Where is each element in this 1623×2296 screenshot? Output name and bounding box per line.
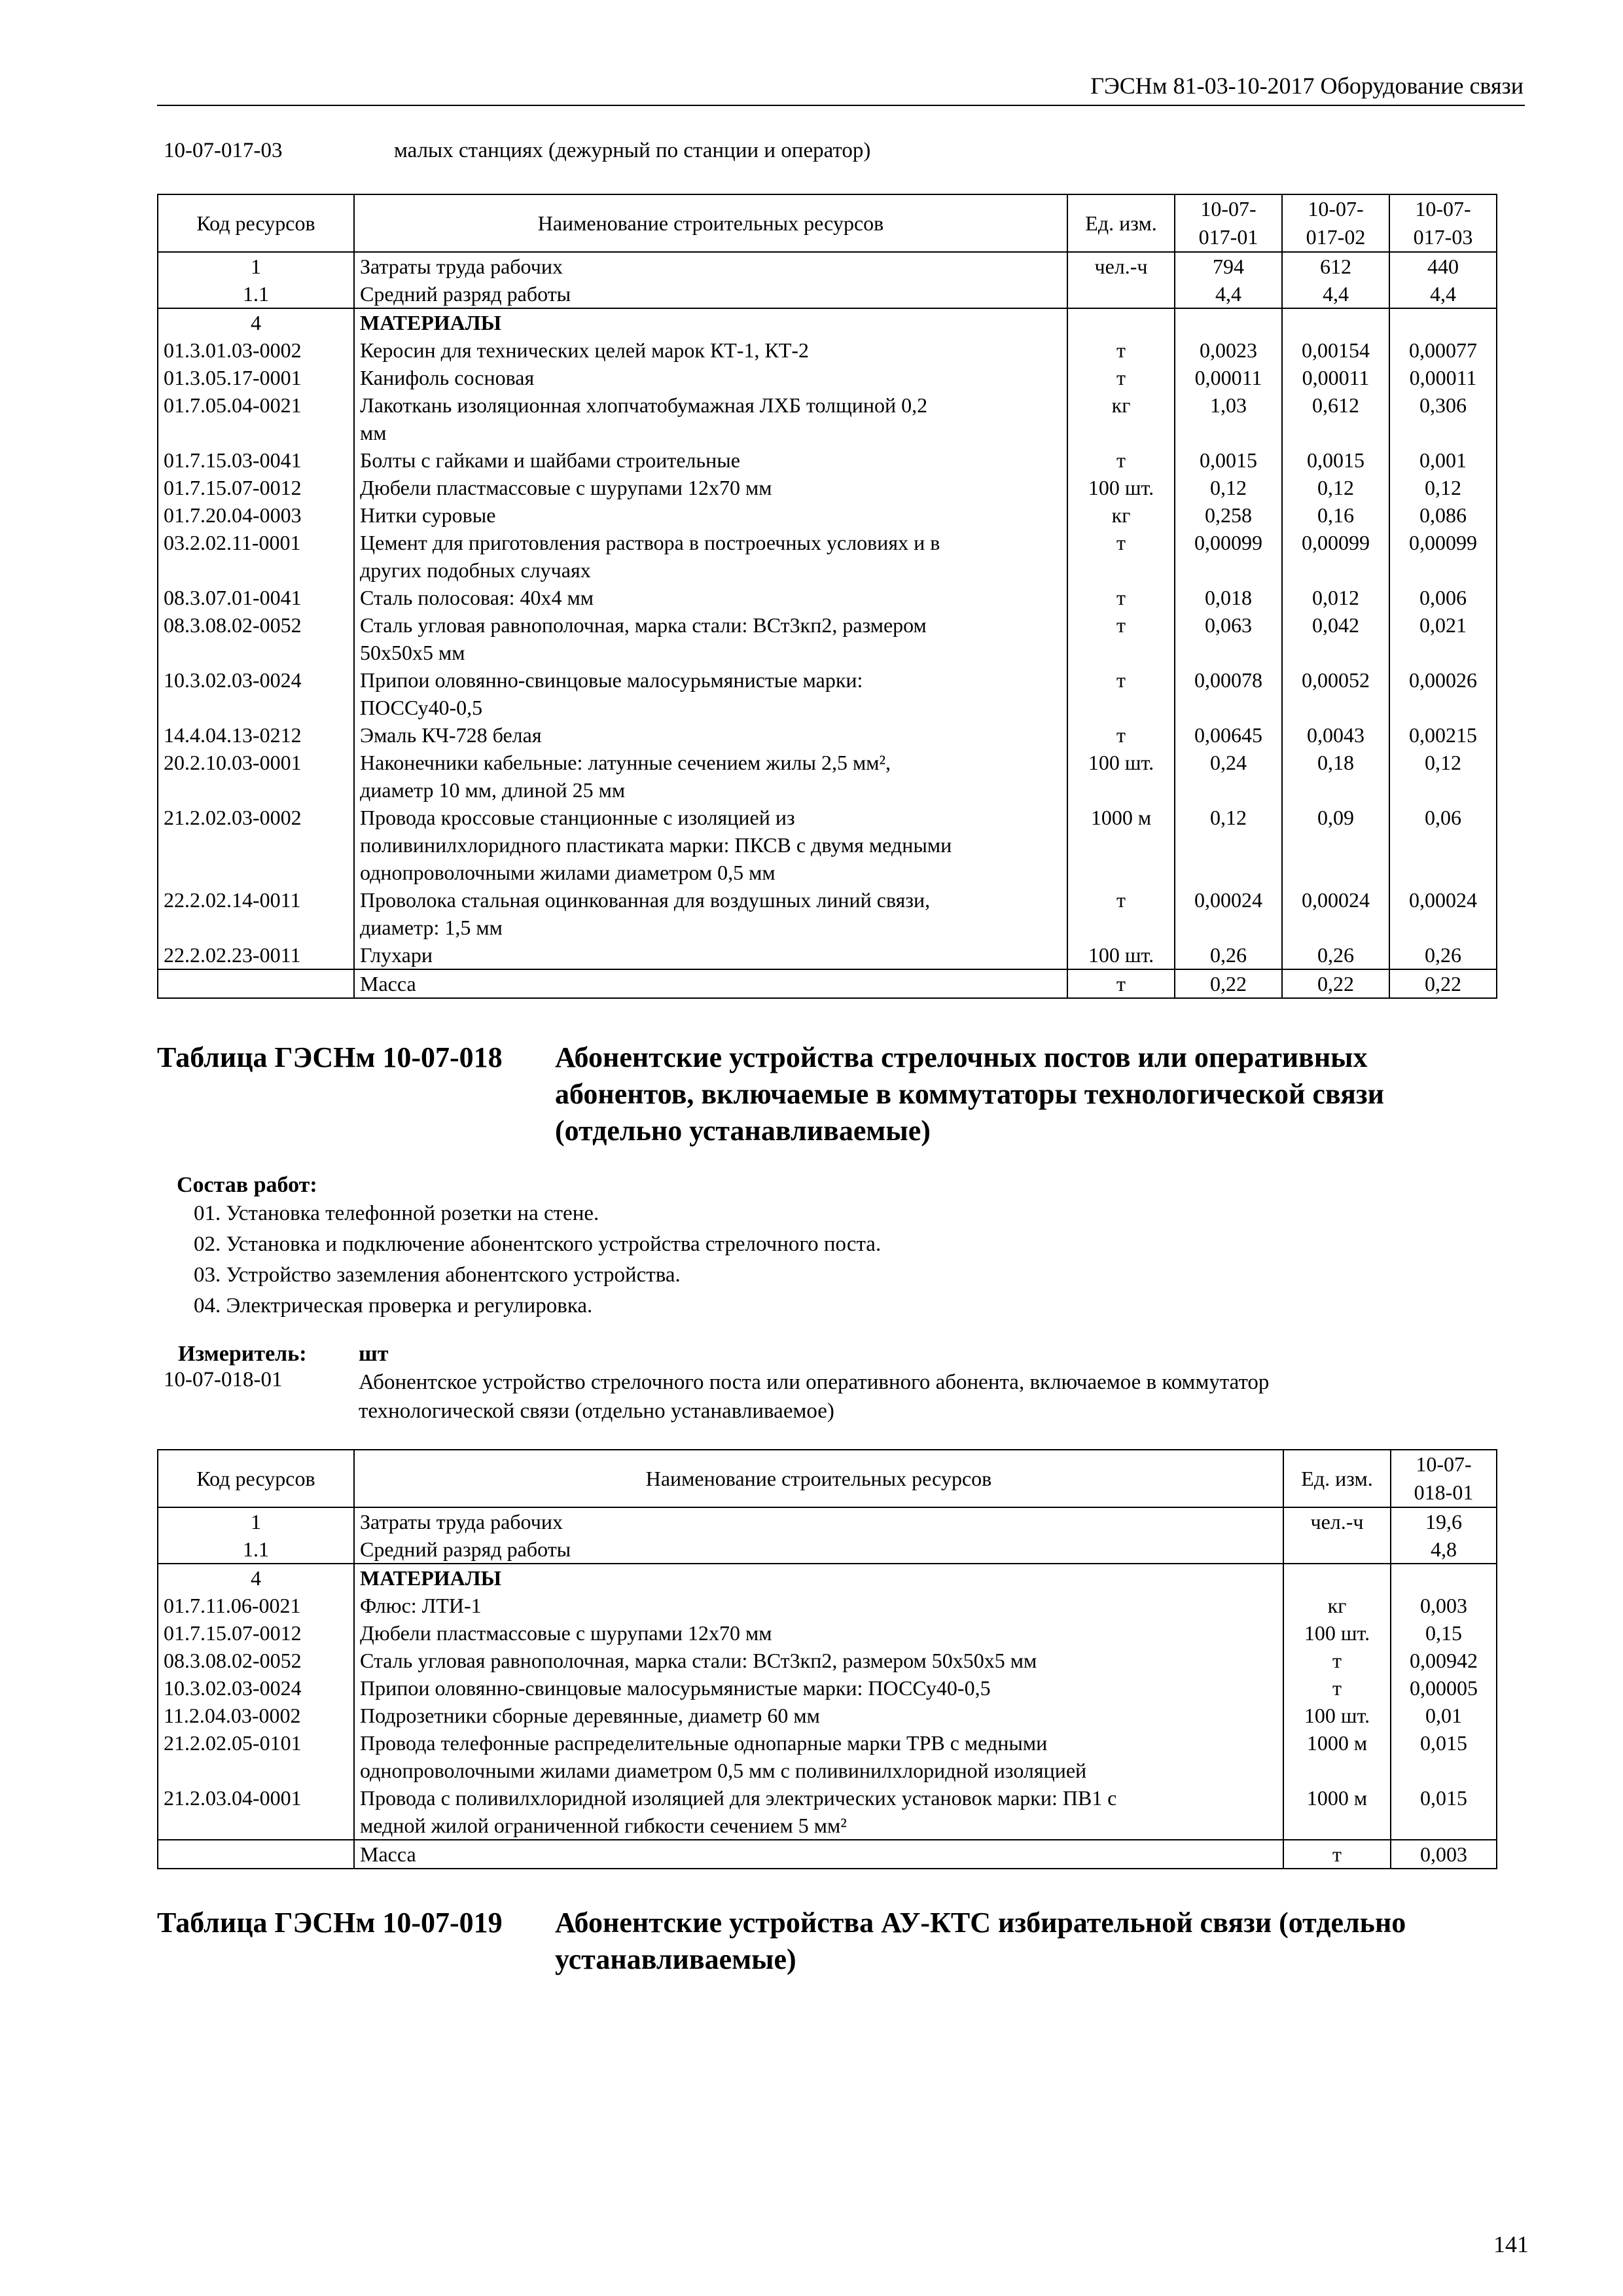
resource-value: 0,086 (1389, 501, 1497, 529)
resource-name: Средний разряд работы (354, 280, 1067, 308)
mass-unit: т (1283, 1840, 1391, 1869)
table-header-row (158, 1450, 1497, 1507)
resource-value: 0,003 (1391, 1592, 1497, 1619)
mass-value: 0,22 (1282, 969, 1389, 998)
resource-name: Припои оловянно-свинцовые малосурьмянистые марки: ПОССу40-0,5 (354, 1674, 1283, 1702)
resource-code: 03.2.02.11-0001 (158, 529, 354, 584)
resource-unit (1283, 1535, 1391, 1564)
resource-name: Провода телефонные распределительные однопарные марки ТРВ с медными однопроволочными жилами диаметром 0,5 мм с поливинилхлоридной изоляцией (354, 1729, 1283, 1784)
resource-value: 0,00052 (1282, 666, 1389, 721)
mass-value: 0,22 (1389, 969, 1497, 998)
resource-value: 0,612 (1282, 391, 1389, 446)
resource-value: 0,12 (1282, 474, 1389, 501)
col-header-017-02: 10-07- 017-02 (1282, 194, 1389, 252)
resource-unit: т (1067, 529, 1175, 584)
resource-unit (1283, 1564, 1391, 1592)
resource-code: 21.2.02.05-0101 (158, 1729, 354, 1784)
table-018-prefix: Таблица ГЭСНм 10-07-018 (157, 1041, 503, 1073)
col-header-017-03: 10-07- 017-03 (1389, 194, 1497, 252)
resource-unit: 100 шт. (1283, 1619, 1391, 1647)
prev-code-text: малых станциях (дежурный по станции и оператор) (394, 139, 871, 162)
resource-value: 0,018 (1175, 584, 1282, 611)
table-019-prefix: Таблица ГЭСНм 10-07-019 (157, 1907, 503, 1939)
resource-value: 0,12 (1175, 804, 1282, 886)
meter-description: Абонентское устройство стрелочного поста или оперативного абонента, включаемое в коммутатор технологической связи (отдельно устанавливаемое) (359, 1371, 1270, 1423)
table-row (158, 1702, 1497, 1729)
col-header-018-01: 10-07- 018-01 (1391, 1450, 1497, 1507)
resource-value (1175, 308, 1282, 336)
mass-code (158, 969, 354, 998)
resource-code: 4 (158, 308, 354, 336)
resource-unit: т (1067, 721, 1175, 749)
table-row (158, 391, 1497, 446)
resources-table-017 (157, 194, 1497, 999)
table-header-row (158, 194, 1497, 252)
meter-label: Измеритель: (178, 1342, 307, 1366)
table-row (158, 1647, 1497, 1674)
resource-code: 14.4.04.13-0212 (158, 721, 354, 749)
resource-value: 0,01 (1391, 1702, 1497, 1729)
resource-code: 11.2.04.03-0002 (158, 1702, 354, 1729)
resource-value: 0,00942 (1391, 1647, 1497, 1674)
resource-name: Эмаль КЧ-728 белая (354, 721, 1067, 749)
resource-code: 1 (158, 1507, 354, 1535)
mass-row (158, 1840, 1497, 1869)
resource-value: 0,00024 (1389, 886, 1497, 941)
resource-value: 0,00154 (1282, 336, 1389, 364)
resource-value: 0,001 (1389, 446, 1497, 474)
resource-code: 21.2.02.03-0002 (158, 804, 354, 886)
resource-name: Болты с гайками и шайбами строительные (354, 446, 1067, 474)
table-row (158, 1535, 1497, 1564)
col-header-unit: Ед. изм. (1067, 194, 1175, 252)
table-row (158, 941, 1497, 969)
resource-value: 4,4 (1175, 280, 1282, 308)
resource-name: Дюбели пластмассовые с шурупами 12х70 мм (354, 474, 1067, 501)
resource-unit (1067, 308, 1175, 336)
resource-code: 22.2.02.23-0011 (158, 941, 354, 969)
resource-value: 1,03 (1175, 391, 1282, 446)
resource-unit: 1000 м (1283, 1784, 1391, 1840)
resource-code: 1.1 (158, 280, 354, 308)
resource-value: 0,12 (1175, 474, 1282, 501)
mass-label: Масса (354, 969, 1067, 998)
resource-value: 0,00077 (1389, 336, 1497, 364)
resource-unit: кг (1067, 501, 1175, 529)
resource-value: 0,306 (1389, 391, 1497, 446)
resource-code: 01.7.05.04-0021 (158, 391, 354, 446)
col-header-unit: Ед. изм. (1283, 1450, 1391, 1507)
resource-unit: 100 шт. (1067, 749, 1175, 804)
table-row (158, 804, 1497, 886)
table-row (158, 1592, 1497, 1619)
resource-name: Флюс: ЛТИ-1 (354, 1592, 1283, 1619)
resource-value: 0,00011 (1282, 364, 1389, 391)
resource-value (1282, 308, 1389, 336)
resource-value: 0,18 (1282, 749, 1389, 804)
table-row (158, 1729, 1497, 1784)
resource-name: Керосин для технических целей марок КТ-1, КТ-2 (354, 336, 1067, 364)
resource-name: Лакоткань изоляционная хлопчатобумажная ЛХБ толщиной 0,2 мм (354, 391, 1067, 446)
resource-name: Наконечники кабельные: латунные сечением жилы 2,5 мм², диаметр 10 мм, длиной 25 мм (354, 749, 1067, 804)
work-composition-label: Состав работ: (177, 1173, 317, 1197)
resources-table-018 (157, 1449, 1497, 1869)
resource-value: 0,015 (1391, 1729, 1497, 1784)
col-header-code: Код ресурсов (158, 1450, 354, 1507)
resource-code: 01.7.20.04-0003 (158, 501, 354, 529)
col-header-name: Наименование строительных ресурсов (354, 194, 1067, 252)
resource-name: Канифоль сосновая (354, 364, 1067, 391)
col-header-code: Код ресурсов (158, 194, 354, 252)
resource-code: 21.2.03.04-0001 (158, 1784, 354, 1840)
resource-value: 0,06 (1389, 804, 1497, 886)
resource-value: 0,0015 (1175, 446, 1282, 474)
resource-unit: кг (1283, 1592, 1391, 1619)
resource-value: 0,00099 (1389, 529, 1497, 584)
table-row (158, 529, 1497, 584)
resource-name: Сталь угловая равнополочная, марка стали: ВСт3кп2, размером 50х50х5 мм (354, 1647, 1283, 1674)
resource-name: Припои оловянно-свинцовые малосурьмянистые марки: ПОССу40-0,5 (354, 666, 1067, 721)
table-row (158, 501, 1497, 529)
table-row (158, 1784, 1497, 1840)
table-row (158, 474, 1497, 501)
col-header-name: Наименование строительных ресурсов (354, 1450, 1283, 1507)
resource-value: 0,26 (1389, 941, 1497, 969)
work-item: 03. Устройство заземления абонентского устройства. (194, 1263, 681, 1287)
table-row (158, 611, 1497, 666)
resource-name: Провода кроссовые станционные с изоляцией из поливинилхлоридного пластиката марки: ПКСВ с двумя медными однопроволочными жилами диаметром 0,5 мм (354, 804, 1067, 886)
resource-value: 0,00024 (1282, 886, 1389, 941)
resource-value: 0,00026 (1389, 666, 1497, 721)
resource-unit: 1000 м (1283, 1729, 1391, 1784)
resource-value: 0,00024 (1175, 886, 1282, 941)
resource-value: 0,00011 (1389, 364, 1497, 391)
page-number: 141 (1493, 2231, 1529, 2257)
table-row (158, 886, 1497, 941)
resource-value: 0,26 (1282, 941, 1389, 969)
table-row (158, 584, 1497, 611)
resource-code: 10.3.02.03-0024 (158, 1674, 354, 1702)
work-item: 01. Установка телефонной розетки на стене. (194, 1202, 599, 1225)
mass-value: 0,22 (1175, 969, 1282, 998)
resource-unit: т (1067, 336, 1175, 364)
resource-unit: 1000 м (1067, 804, 1175, 886)
resource-value: 4,4 (1389, 280, 1497, 308)
resource-name: МАТЕРИАЛЫ (354, 308, 1067, 336)
page-header-title: ГЭСНм 81-03-10-2017 Оборудование связи (1090, 73, 1524, 99)
table-row (158, 721, 1497, 749)
resource-unit (1067, 280, 1175, 308)
resource-value: 0,15 (1391, 1619, 1497, 1647)
resource-value: 794 (1175, 252, 1282, 280)
resource-name: Сталь полосовая: 40х4 мм (354, 584, 1067, 611)
table-018-title: Абонентские устройства стрелочных постов или оперативных абонентов, включаемые в коммутаторы технологической связи (отдельно устанавливаемые) (555, 1041, 1384, 1147)
table-row (158, 280, 1497, 308)
resource-value: 0,258 (1175, 501, 1282, 529)
resource-code: 08.3.08.02-0052 (158, 1647, 354, 1674)
table-row (158, 446, 1497, 474)
table-row (158, 364, 1497, 391)
table-row (158, 308, 1497, 336)
resource-unit: 100 шт. (1067, 941, 1175, 969)
resource-unit: т (1067, 611, 1175, 666)
resource-code: 4 (158, 1564, 354, 1592)
resource-code: 1.1 (158, 1535, 354, 1564)
mass-code (158, 1840, 354, 1869)
resource-name: Нитки суровые (354, 501, 1067, 529)
resource-value: 0,0015 (1282, 446, 1389, 474)
resource-name: МАТЕРИАЛЫ (354, 1564, 1283, 1592)
table-row (158, 1564, 1497, 1592)
table-row (158, 666, 1497, 721)
resource-value: 0,042 (1282, 611, 1389, 666)
resource-code: 01.7.15.07-0012 (158, 474, 354, 501)
table-row (158, 1674, 1497, 1702)
resource-unit: т (1067, 584, 1175, 611)
resource-value: 0,00645 (1175, 721, 1282, 749)
resource-name: Подрозетники сборные деревянные, диаметр 60 мм (354, 1702, 1283, 1729)
resource-unit: т (1067, 364, 1175, 391)
mass-unit: т (1067, 969, 1175, 998)
resource-value: 0,063 (1175, 611, 1282, 666)
resource-code: 01.7.15.03-0041 (158, 446, 354, 474)
resource-value: 0,021 (1389, 611, 1497, 666)
resource-value: 0,00005 (1391, 1674, 1497, 1702)
resource-value: 0,09 (1282, 804, 1389, 886)
resource-name: Глухари (354, 941, 1067, 969)
header-divider (157, 105, 1525, 106)
work-item: 04. Электрическая проверка и регулировка. (194, 1294, 593, 1318)
resource-code: 01.7.15.07-0012 (158, 1619, 354, 1647)
resource-code: 20.2.10.03-0001 (158, 749, 354, 804)
resource-name: Цемент для приготовления раствора в построечных условиях и в других подобных случаях (354, 529, 1067, 584)
resource-unit: т (1067, 666, 1175, 721)
resource-value: 4,4 (1282, 280, 1389, 308)
resource-value: 0,00099 (1282, 529, 1389, 584)
resource-unit: кг (1067, 391, 1175, 446)
resource-code: 08.3.08.02-0052 (158, 611, 354, 666)
meter-code: 10-07-018-01 (164, 1368, 283, 1391)
resource-value (1391, 1564, 1497, 1592)
resource-value: 440 (1389, 252, 1497, 280)
resource-unit: т (1283, 1647, 1391, 1674)
resource-code: 01.3.01.03-0002 (158, 336, 354, 364)
work-item: 02. Установка и подключение абонентского устройства стрелочного поста. (194, 1232, 882, 1256)
resource-unit: т (1067, 446, 1175, 474)
table-row (158, 1507, 1497, 1535)
resource-name: Средний разряд работы (354, 1535, 1283, 1564)
resource-value: 612 (1282, 252, 1389, 280)
col-header-017-01: 10-07- 017-01 (1175, 194, 1282, 252)
resource-value: 0,00215 (1389, 721, 1497, 749)
table-row (158, 1619, 1497, 1647)
resource-code: 01.3.05.17-0001 (158, 364, 354, 391)
resource-value: 0,006 (1389, 584, 1497, 611)
table-019-title: Абонентские устройства АУ-КТС избирательной связи (отдельно устанавливаемые) (555, 1907, 1406, 1975)
mass-label: Масса (354, 1840, 1283, 1869)
resource-code: 08.3.07.01-0041 (158, 584, 354, 611)
table-row (158, 252, 1497, 280)
resource-value: 0,0023 (1175, 336, 1282, 364)
resource-value: 0,24 (1175, 749, 1282, 804)
prev-code: 10-07-017-03 (164, 139, 283, 162)
resource-unit: т (1067, 886, 1175, 941)
resource-name: Дюбели пластмассовые с шурупами 12х70 мм (354, 1619, 1283, 1647)
resource-name: Затраты труда рабочих (354, 1507, 1283, 1535)
resource-value: 0,012 (1282, 584, 1389, 611)
resource-name: Провода с поливилхлоридной изоляцией для электрических установок марки: ПВ1 с медной жилой ограниченной гибкости сечением 5 мм² (354, 1784, 1283, 1840)
table-row (158, 749, 1497, 804)
resource-unit: 100 шт. (1067, 474, 1175, 501)
resource-code: 22.2.02.14-0011 (158, 886, 354, 941)
resource-code: 01.7.11.06-0021 (158, 1592, 354, 1619)
table-row (158, 336, 1497, 364)
meter-unit: шт (359, 1342, 389, 1366)
resource-unit: чел.-ч (1067, 252, 1175, 280)
resource-value: 0,26 (1175, 941, 1282, 969)
resource-unit: т (1283, 1674, 1391, 1702)
resource-value: 4,8 (1391, 1535, 1497, 1564)
resource-code: 1 (158, 252, 354, 280)
resource-value: 0,16 (1282, 501, 1389, 529)
resource-unit: чел.-ч (1283, 1507, 1391, 1535)
resource-name: Затраты труда рабочих (354, 252, 1067, 280)
resource-value: 19,6 (1391, 1507, 1497, 1535)
resource-unit: 100 шт. (1283, 1702, 1391, 1729)
resource-name: Проволока стальная оцинкованная для воздушных линий связи, диаметр: 1,5 мм (354, 886, 1067, 941)
resource-value: 0,0043 (1282, 721, 1389, 749)
mass-row (158, 969, 1497, 998)
resource-value: 0,00099 (1175, 529, 1282, 584)
resource-value: 0,12 (1389, 474, 1497, 501)
resource-name: Сталь угловая равнополочная, марка стали: ВСт3кп2, размером 50х50х5 мм (354, 611, 1067, 666)
resource-value: 0,015 (1391, 1784, 1497, 1840)
resource-value: 0,00011 (1175, 364, 1282, 391)
resource-value: 0,00078 (1175, 666, 1282, 721)
resource-value: 0,12 (1389, 749, 1497, 804)
mass-value: 0,003 (1391, 1840, 1497, 1869)
resource-value (1389, 308, 1497, 336)
resource-code: 10.3.02.03-0024 (158, 666, 354, 721)
